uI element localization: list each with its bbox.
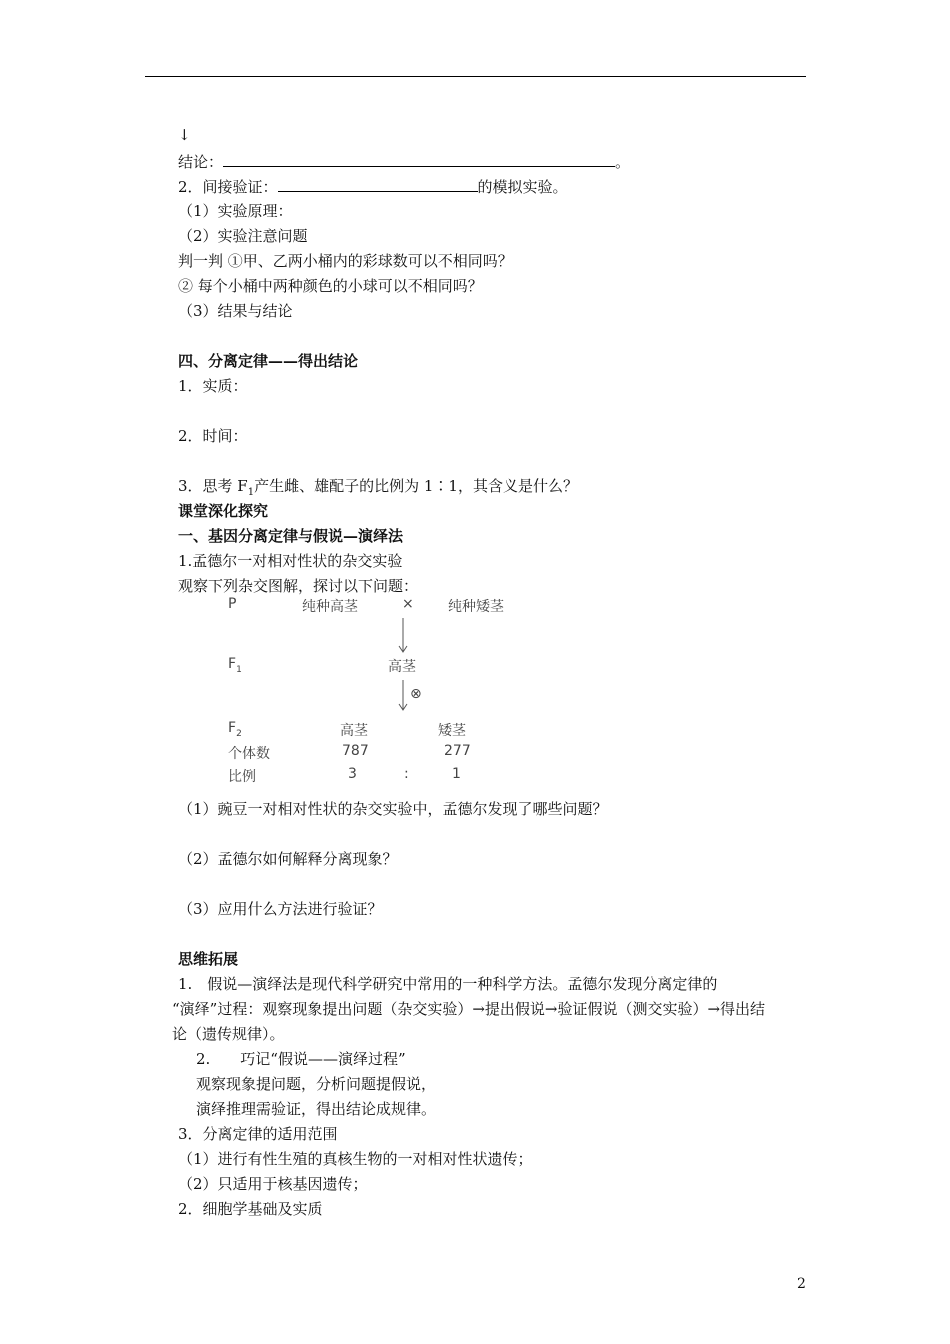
question-2: （2）孟德尔如何解释分离现象？ [178,850,398,868]
result-line: （3）结果与结论 [178,302,293,320]
scope-2: （2）只适用于核基因遗传； [178,1175,368,1193]
class-explore-heading: 课堂深化探究 [178,502,269,520]
arrow-f1-to-f2-icon [396,678,410,714]
ratio-tall: 3 [348,766,357,782]
mnemonic-2: 演绎推理需验证，得出结论成规律。 [196,1100,437,1118]
judge-line-2: ② 每个小桶中两种颜色的小球可以不相同吗？ [178,277,483,295]
count-label: 个体数 [228,746,270,762]
think-text-b: 产生雌、雄配子的比例为 1∶1，其含义是什么？ [254,477,578,495]
header-rule [145,76,806,77]
thinking-heading: 思维拓展 [178,950,239,968]
conclusion-blank [223,150,615,167]
f2-tall-label: 高茎 [340,723,368,739]
cross-diagram [226,592,504,787]
thinking-1c: 论（遗传规律）。 [172,1025,285,1043]
thinking-2: 2. 巧记“假说——演绎过程” [196,1050,406,1068]
question-3: （3）应用什么方法进行验证？ [178,900,383,918]
thinking-1b: “演绎”过程：观察现象提出问题（杂交实验）→提出假说→验证假说（测交实验）→得出结 [172,1000,766,1018]
indirect-label: 2．间接验证： [178,178,278,196]
think-text-a: 3．思考 F [178,477,248,495]
question-1: （1）豌豆一对相对性状的杂交实验中，孟德尔发现了哪些问题？ [178,800,608,818]
conclusion-line [178,150,630,173]
p-label: P [228,596,237,612]
dwarf-pure-label: 纯种矮茎 [448,599,504,615]
f2-dwarf-label: 矮茎 [438,723,466,739]
cross-symbol: × [402,596,414,612]
thinking-3: 3．分离定律的适用范围 [178,1125,338,1143]
notes-line: （2）实验注意问题 [178,227,308,245]
count-tall: 787 [342,743,369,759]
judge-line-1: 判一判 ①甲、乙两小桶内的彩球数可以不相同吗？ [178,252,513,270]
observe-line: 观察下列杂交图解，探讨以下问题： [178,577,419,595]
scope-1: （1）进行有性生殖的真核生物的一对相对性状遗传； [178,1150,533,1168]
ratio-colon: : [404,766,409,782]
essence-line: 1．实质： [178,377,248,395]
ratio-dwarf: 1 [452,766,461,782]
ratio-label: 比例 [228,769,256,785]
down-arrow-icon: ↓ [178,126,191,144]
indirect-line [178,175,568,198]
page-number: 2 [797,1276,806,1292]
conclusion-label: 结论： [178,153,224,171]
section-1-heading: 一、基因分离定律与假说—演绎法 [178,527,404,545]
thinking-1a: 1. 假说—演绎法是现代科学研究中常用的一种科学方法。孟德尔发现分离定律的 [178,975,718,993]
time-line: 2．时间： [178,427,248,445]
tall-pure-label: 纯种高茎 [302,599,358,615]
arrow-p-to-f1-icon [396,616,410,656]
f1-label: $F_1$ [228,656,242,675]
experiment-1-line: 1.孟德尔一对相对性状的杂交实验 [178,552,403,570]
f2-label: $F_2$ [228,720,242,739]
count-dwarf: 277 [444,743,471,759]
thinking-4: 2．细胞学基础及实质 [178,1200,323,1218]
self-cross-icon: ⊗ [410,686,422,702]
indirect-blank [278,175,478,192]
principle-line: （1）实验原理： [178,202,293,220]
indirect-end: 的模拟实验。 [477,178,568,196]
think-sub: 1 [247,487,255,498]
conclusion-end: 。 [615,153,631,171]
mnemonic-1: 观察现象提问题，分析问题提假说， [196,1075,437,1093]
f1-tall-label: 高茎 [388,659,416,675]
section-4-heading: 四、分离定律——得出结论 [178,352,359,370]
